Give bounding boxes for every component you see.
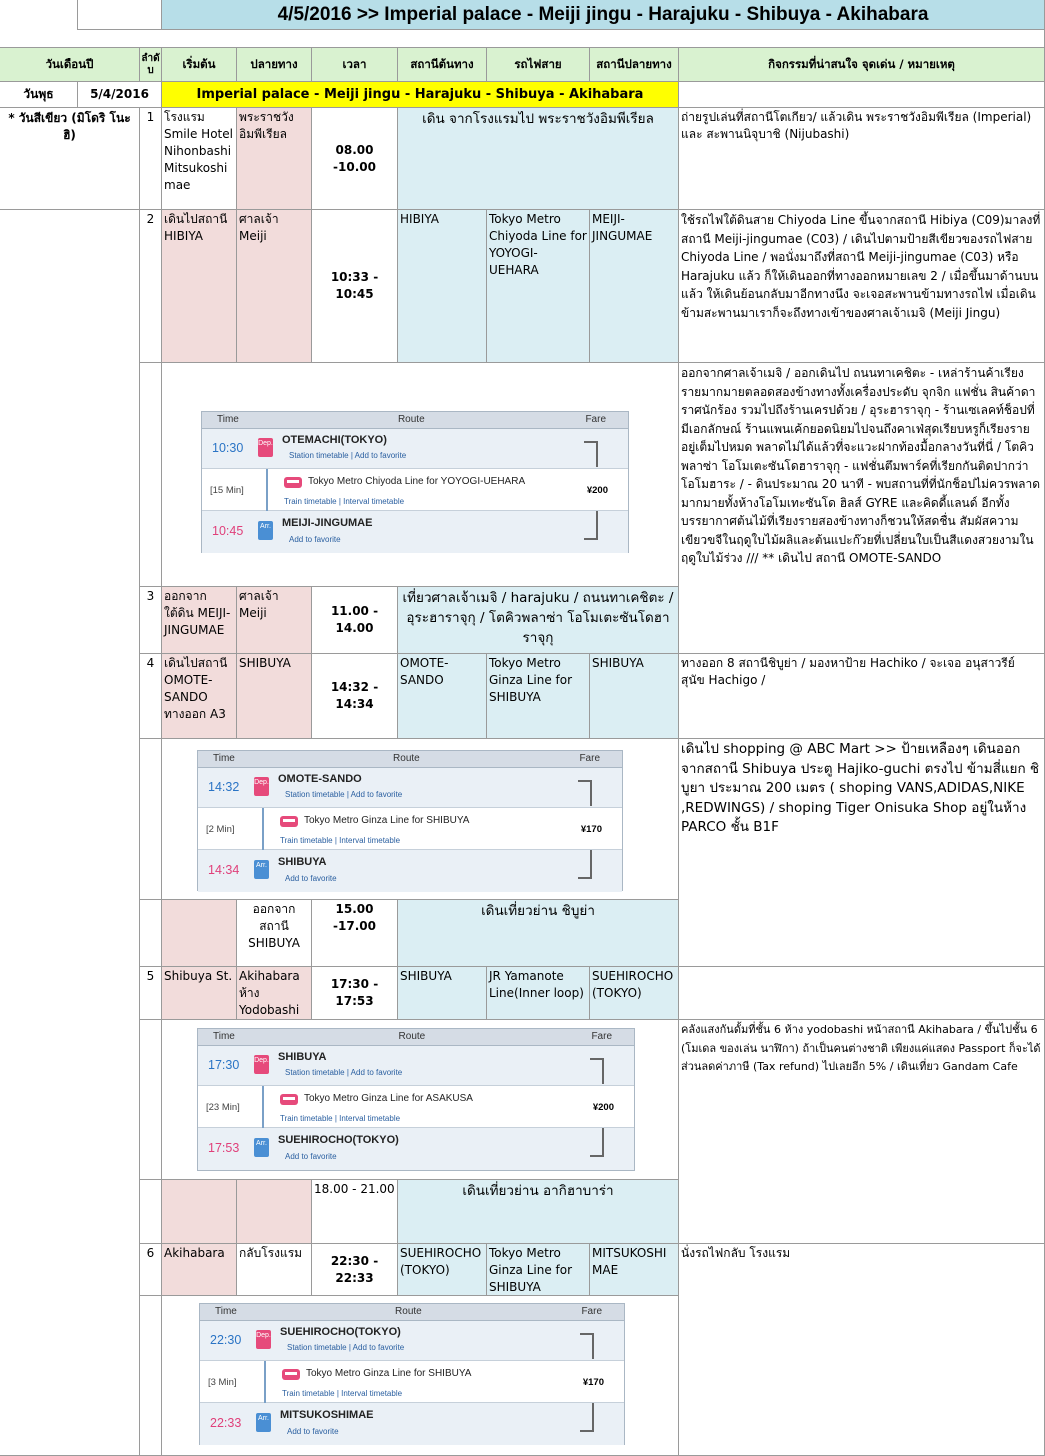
blank-cell <box>140 1180 162 1244</box>
row3-end: ศาลเจ้า Meiji <box>237 587 312 654</box>
ride-duration: [15 Min] <box>210 485 244 496</box>
route-card <box>197 750 623 891</box>
row5-to: SUEHIROCHO(TOKYO) <box>590 967 679 1020</box>
train-timetable-link[interactable]: Train timetable | Interval timetable <box>284 497 405 506</box>
row2-from: HIBIYA <box>398 210 487 363</box>
departure-time: 14:32 <box>208 780 240 794</box>
row4-to: SHIBUYA <box>590 654 679 739</box>
train-row <box>200 1361 624 1403</box>
add-to-favorite-link[interactable]: Add to favorite <box>287 1427 339 1436</box>
row4-end: SHIBUYA <box>237 654 312 739</box>
blank-cell <box>140 739 162 900</box>
route-bracket <box>590 850 592 878</box>
route-bracket <box>592 1333 594 1359</box>
row6a-time: 18.00 - 21.00 <box>312 1180 398 1244</box>
train-icon <box>282 1369 300 1380</box>
row2-time: 10:33 - 10:45 <box>312 210 398 363</box>
row1-activity: เดิน จากโรงแรมไป พระราชวังอิมพีเรียล <box>398 108 679 210</box>
blank-cell <box>140 1020 162 1180</box>
header-from-station: สถานีต้นทาง <box>398 48 487 82</box>
route-bracket <box>596 511 598 539</box>
page-title: 4/5/2016 >> Imperial palace - Meiji jingu - Harajuku - Shibuya - Akihabara <box>162 0 1045 30</box>
departure-time: 22:30 <box>210 1333 242 1347</box>
blank-cell <box>162 1180 237 1244</box>
row6-note: นั่งรถไฟกลับ โรงแรม <box>679 1244 1045 1456</box>
header-activity: กิจกรรมที่น่าสนใจ จุดเด่น / หมายเหตุ <box>679 48 1045 82</box>
route-line <box>262 1086 264 1128</box>
blank-cell <box>237 1180 312 1244</box>
route-bracket <box>584 538 598 540</box>
row1-start: โรงแรม Smile Hotel Nihonbashi Mitsukoshi mae <box>162 108 237 210</box>
fare-amount: ¥170 <box>580 824 602 835</box>
row2-no: 2 <box>140 210 162 363</box>
arrival-station[interactable]: SUEHIROCHO(TOKYO) <box>278 1134 399 1146</box>
route-card-header <box>198 1029 634 1046</box>
col-route-label: Route <box>398 1031 426 1042</box>
departure-badge: Dep. <box>256 1330 271 1349</box>
route-bracket <box>580 1333 594 1335</box>
row3-start: ออกจากใต้ดิน MEIJI-JINGUMAE <box>162 587 237 654</box>
train-line[interactable]: Tokyo Metro Ginza Line for SHIBUYA <box>304 815 470 826</box>
fare-amount: ¥170 <box>582 1377 604 1388</box>
blank-cell <box>140 1296 162 1456</box>
row5-train: JR Yamanote Line(Inner loop) <box>487 967 590 1020</box>
departure-row <box>198 1046 634 1086</box>
route-card-header <box>198 751 622 768</box>
station-timetable-link[interactable]: Station timetable | Add to favorite <box>285 790 403 799</box>
train-icon <box>284 477 302 488</box>
arrival-time: 22:33 <box>210 1416 242 1430</box>
arrival-badge: Arr. <box>256 1413 271 1432</box>
ride-duration: [23 Min] <box>206 1102 240 1113</box>
row3-no: 3 <box>140 587 162 654</box>
row2-to: MEIJI-JINGUMAE <box>590 210 679 363</box>
row1-no: 1 <box>140 108 162 210</box>
col-time-label: Time <box>213 753 235 764</box>
ride-duration: [2 Min] <box>206 824 235 835</box>
route-bracket <box>592 1403 594 1431</box>
row6-train: Tokyo Metro Ginza Line for SHIBUYA <box>487 1244 590 1296</box>
blank-cell <box>0 30 1045 48</box>
station-timetable-link[interactable]: Station timetable | Add to favorite <box>287 1343 405 1352</box>
row5-time: 17:30 - 17:53 <box>312 967 398 1020</box>
fare-amount: ¥200 <box>586 485 608 496</box>
day-date: 5/4/2016 <box>78 82 162 108</box>
train-line[interactable]: Tokyo Metro Ginza Line for SHIBUYA <box>306 1368 472 1379</box>
route-line <box>264 1361 266 1403</box>
row6-end: กลับโรงแรม <box>237 1244 312 1296</box>
train-line[interactable]: Tokyo Metro Chiyoda Line for YOYOGI-UEHARA <box>308 476 526 487</box>
departure-station[interactable]: SUEHIROCHO(TOKYO) <box>280 1326 401 1338</box>
arrival-badge: Arr. <box>254 1138 269 1157</box>
route-card-header <box>202 412 628 429</box>
header-end: ปลายทาง <box>237 48 312 82</box>
row4-from: OMOTE-SANDO <box>398 654 487 739</box>
row5a-activity: เดินเที่ยวย่าน ชิบูย่า <box>398 900 679 967</box>
row2-start: เดินไปสถานี HIBIYA <box>162 210 237 363</box>
departure-station[interactable]: OMOTE-SANDO <box>278 773 362 785</box>
train-timetable-link[interactable]: Train timetable | Interval timetable <box>280 1114 401 1123</box>
route-card <box>197 1028 635 1171</box>
route-line <box>266 469 268 511</box>
row2-note: ใช้รถไฟใต้ดินสาย Chiyoda Line ขึ้นจากสถานี Hibiya (C09)มาลงที่ สถานี Meiji-jingumae (C03) / เดินไปตามป้ายสีเขียวของรถไฟสาย Chiyoda Line / พอนั่งมาถึงที่สถานี Meiji-jingumae (C03) หรือ Harajuku แล้ว ก็ให้เดินออกที่ทางออกหมายเลข 2 / เมื่อขึ้นมาด้านบนแล้ว ให้เดินย้อนกลับมาอีกทางนึง จะเจอสะพานข้ามทางรถไฟ เมื่อเดินข้ามสะพานมาเราก็จะถึงทางเข้าของศาลเจ้าเมจิ (Meiji Jingu) <box>679 210 1045 363</box>
header-start: เริ่มต้น <box>162 48 237 82</box>
ride-duration: [3 Min] <box>208 1377 237 1388</box>
row6-to: MITSUKOSHIMAE <box>590 1244 679 1296</box>
arrival-time: 14:34 <box>208 863 240 877</box>
route-bracket <box>596 441 598 467</box>
row6-no: 6 <box>140 1244 162 1296</box>
row4-note: ทางออก 8 สถานีชิบูย่า / มองหาป้าย Hachiko / จะเจอ อนุสาวรีย์ สุนัข Hachigo / <box>679 654 1045 739</box>
fare-amount: ¥200 <box>592 1102 614 1113</box>
train-row <box>198 808 622 850</box>
col-time-label: Time <box>217 414 239 425</box>
departure-time: 10:30 <box>212 441 244 455</box>
blank-cell <box>0 210 140 1456</box>
header-date: วันเดือนปี <box>0 48 140 82</box>
blank-cell <box>162 900 237 967</box>
add-to-favorite-link[interactable]: Add to favorite <box>285 1152 337 1161</box>
arrival-station[interactable]: MITSUKOSHIMAE <box>280 1409 374 1421</box>
row5a-time: 15.00 -17.00 <box>312 900 398 967</box>
blank-cell <box>0 0 78 30</box>
col-route-label: Route <box>393 753 420 764</box>
row3-activity: เที่ยวศาลเจ้าเมจิ / harajuku / ถนนทาเคชิตะ / อุระฮาราจุกุ / โตคิวพลาซ่า โอโมเตะซันโดฮาราจุกุ <box>398 587 679 654</box>
row4-start: เดินไปสถานี OMOTE-SANDO ทางออก A3 <box>162 654 237 739</box>
day-weekday: วันพุธ <box>0 82 78 108</box>
blank-cell <box>78 0 162 30</box>
blank-cell <box>140 900 162 967</box>
departure-time: 17:30 <box>208 1058 240 1072</box>
departure-row <box>200 1321 624 1361</box>
row4-time: 14:32 - 14:34 <box>312 654 398 739</box>
row3-time: 11.00 - 14.00 <box>312 587 398 654</box>
departure-station[interactable]: SHIBUYA <box>278 1051 327 1063</box>
route-card <box>199 1303 625 1445</box>
row5-no: 5 <box>140 967 162 1020</box>
col-fare-label: Fare <box>581 1306 602 1317</box>
col-route-label: Route <box>397 414 425 425</box>
header-seq: ลำดับ <box>140 48 162 82</box>
row5-end: Akihabara ห้าง Yodobashi <box>237 967 312 1020</box>
departure-station[interactable]: OTEMACHI(TOKYO) <box>282 434 387 446</box>
col-route-label: Route <box>395 1306 422 1317</box>
arrival-station[interactable]: SHIBUYA <box>278 856 327 868</box>
arrival-row <box>202 511 628 553</box>
arrival-badge: Arr. <box>258 521 273 540</box>
departure-badge: Dep. <box>254 1055 269 1074</box>
row5-note: คลังแสงกันดั้มที่ชั้น 6 ห้าง yodobashi หน้าสถานี Akihabara / ขึ้นไปชั้น 6 (โมเดล ของเล่น นาฬิกา) ถ้าเป็นคนต่างชาติ เพียงแค่แสดง Passport ก็จะได้ส่วนลดค่าภาษี (Tax refund) ไปเลยอีก 5% / เดินเที่ยว Gandam Cafe <box>679 1020 1045 1244</box>
row4-no: 4 <box>140 654 162 739</box>
row1-time: 08.00 -10.00 <box>312 108 398 210</box>
row6-from: SUEHIROCHO(TOKYO) <box>398 1244 487 1296</box>
blank-cell <box>140 363 162 587</box>
train-timetable-link[interactable]: Train timetable | Interval timetable <box>282 1389 403 1398</box>
row4-train: Tokyo Metro Ginza Line for SHIBUYA <box>487 654 590 739</box>
row1-note: ถ่ายรูปเล่นที่สถานีโตเกียว/ แล้วเดิน พระราชวังอิมพีเรียล (Imperial) และ สะพานนิจุบาชิ (Nijubashi) <box>679 108 1045 210</box>
train-icon <box>280 816 298 827</box>
arrival-row <box>200 1403 624 1445</box>
col-fare-label: Fare <box>585 414 606 425</box>
route-card <box>201 411 629 553</box>
route-bracket <box>590 1058 604 1060</box>
row4-note2: เดินไป shopping @ ABC Mart >> ป้ายเหลืองๆ เดินออกจากสถานี Shibuya ประตู Hajiko-guchi ตรงไป ข้ามสี่แยก ชิบูยา ประมาณ 200 เมตร ( shoping VANS,ADIDAS,NIKE ,REDWINGS) / shoping Tiger Onisuka Shop อยู่ในห้าง PARCO ชั้น B1F <box>679 739 1045 967</box>
route-bracket <box>584 441 598 443</box>
route-bracket <box>578 877 592 879</box>
row6-time: 22:30 - 22:33 <box>312 1244 398 1296</box>
train-icon <box>280 1094 298 1105</box>
arrival-time: 10:45 <box>212 524 244 538</box>
add-to-favorite-link[interactable]: Add to favorite <box>285 874 337 883</box>
route-card-header <box>200 1304 624 1321</box>
route-bracket <box>580 1430 594 1432</box>
station-timetable-link[interactable]: Station timetable | Add to favorite <box>289 451 407 460</box>
train-row <box>198 1086 634 1128</box>
col-fare-label: Fare <box>579 753 600 764</box>
add-to-favorite-link[interactable]: Add to favorite <box>289 535 341 544</box>
row2-train: Tokyo Metro Chiyoda Line for YOYOGI-UEHARA <box>487 210 590 363</box>
route-bracket <box>578 780 592 782</box>
row2-end: ศาลเจ้า Meiji <box>237 210 312 363</box>
blank-cell <box>679 967 1045 1020</box>
departure-badge: Dep. <box>258 438 273 457</box>
row6a-activity: เดินเที่ยวย่าน อากิฮาบาร่า <box>398 1180 679 1244</box>
header-to-station: สถานีปลายทาง <box>590 48 679 82</box>
train-row <box>202 469 628 511</box>
train-line[interactable]: Tokyo Metro Ginza Line for ASAKUSA <box>304 1093 473 1104</box>
row3-note-long: ออกจากศาลเจ้าเมจิ / ออกเดินไป ถนนทาเคชิตะ - เหล่าร้านค้าเรียงรายมากมายตลอดสองข้างทางทั้งเครื่องประดับ จุกจิก แฟชั่น สินค้าดาราศนักร้อง รวมไปถึงร้านเครปด้วย / อุระฮาราจุกุ - ร้านเซเลคท์ช็อปที่มีเอกลักษณ์ ร้านแพนเค้กยอดนิยมไปจนถึงคาเฟ่สุดเรียบหรูก็เรียงรายอยู่เต็มไปหมด พลาดไม่ได้แล้วที่จะแวะฝากท้องมื้อกลางวันที่นี่ / โตคิว พลาซ่า โอโมเตะซันโดฮาราจุกุ - แฟชั่นตึมพาร์คที่เรียกกันติดปากว่า โอโมฮาระ / - ดินประมาณ 20 นาที - พบสถานที่ที่นักช็อปไม่ควรพลาดมากมายทั้งห้างโอโมเทะซันโด ฮิลส์ GYRE และคิดดี้แลนด์ อีกทั้งบรรยากาศต้นไม้ที่เรียงรายสองข้างทางก็ชวนให้สดชื่น สัมผัสความเขียวขจีในฤดูใบไม้ผลิและต้นแปะก๊วยที่เปลี่ยนใบเป็นสีแดงสวยงามในฤดูใบไม้ร่วง /// ** เดินไป สถานี OMOTE-SANDO <box>679 363 1045 654</box>
col-fare-label: Fare <box>591 1031 612 1042</box>
row1-end: พระราชวังอิมพีเรียล <box>237 108 312 210</box>
col-time-label: Time <box>215 1306 237 1317</box>
row5-start: Shibuya St. <box>162 967 237 1020</box>
arrival-station[interactable]: MEIJI-JINGUMAE <box>282 517 373 529</box>
arrival-row <box>198 1128 634 1170</box>
route-bracket <box>590 780 592 806</box>
departure-badge: Dep. <box>254 777 269 796</box>
row6-start: Akihabara <box>162 1244 237 1296</box>
row5a-end: ออกจากสถานี SHIBUYA <box>237 900 312 967</box>
route-bracket <box>602 1128 604 1156</box>
departure-row <box>198 768 622 808</box>
route-bracket <box>602 1058 604 1084</box>
row5-from: SHIBUYA <box>398 967 487 1020</box>
header-time: เวลา <box>312 48 398 82</box>
col-time-label: Time <box>213 1031 235 1042</box>
departure-row <box>202 429 628 469</box>
route-line <box>262 808 264 850</box>
blank-cell <box>679 82 1045 108</box>
header-train: รถไฟสาย <box>487 48 590 82</box>
day-color-note: * วันสีเขียว (มิโดริ โนะ ฮิ) <box>0 108 140 210</box>
arrival-row <box>198 850 622 892</box>
day-subtitle: Imperial palace - Meiji jingu - Harajuku - Shibuya - Akihabara <box>162 82 679 108</box>
arrival-badge: Arr. <box>254 860 269 879</box>
arrival-time: 17:53 <box>208 1141 240 1155</box>
train-timetable-link[interactable]: Train timetable | Interval timetable <box>280 836 401 845</box>
station-timetable-link[interactable]: Station timetable | Add to favorite <box>285 1068 403 1077</box>
route-bracket <box>590 1155 604 1157</box>
